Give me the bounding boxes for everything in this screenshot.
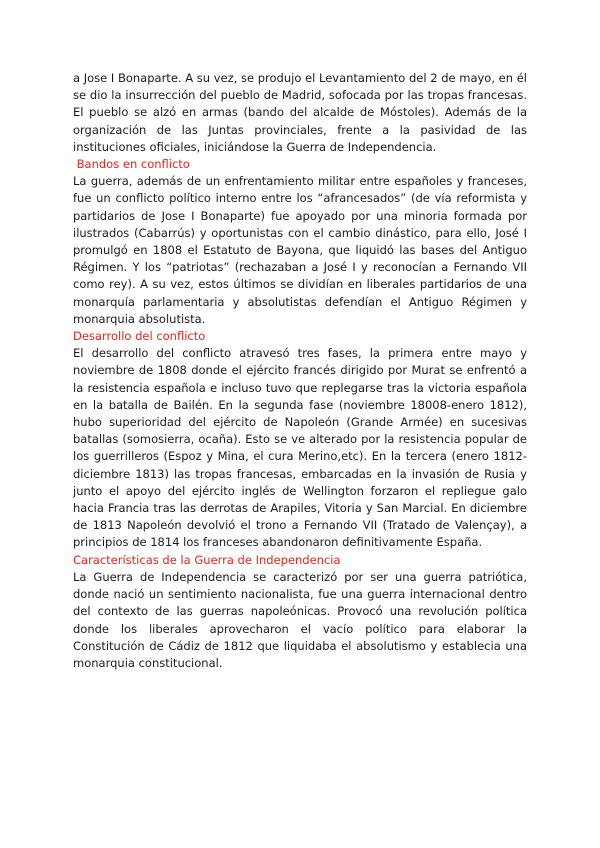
desarrollo-paragraph: El desarrollo del conflicto atravesó tres fases, la primera entre mayo y noviembre de 1808 donde el ejército francés dirigido por Murat se enfrentó a la resistencia española e incluso tuvo que replegarse tras la victoria española en la batalla de Bailén. En la segunda fase (noviembre 18008-enero 1812), hubo superioridad del ejército de Napoleón (Grande Armée) en sucesivas batallas (somosierra, ocaña). Esto se ve alterado por la resistencia popular de los guerrilleros (Espoz y Mina, el cura Merino,etc). En la tercera (enero 1812-diciembre 1813) las tropas francesas, embarcadas en la invasión de Rusia y junto el apoyo del ejército inglés de Wellington forzaron el repliegue galo hacia Francia tras las derrotas de Arapiles, Vitoria y San Marcial. En diciembre de 1813 Napoleón devolvió el trono a Fernando VII (Tratado de Valençay), a principios de 1814 los franceses abandonaron definitivamente España. — [73, 346, 527, 550]
heading-desarrollo: Desarrollo del conflicto — [73, 329, 206, 344]
intro-paragraph: a Jose I Bonaparte. A su vez, se produjo el Levantamiento del 2 de mayo, en él se dio la insurrección del pueblo de Madrid, sofocada por las tropas francesas. El pueblo se alzó en armas (bando del alcalde de Móstoles). Además de la organización de las Juntas provinciales, frente a la pasividad de las instituciones oficiales, iniciándose la Guerra de Independencia. — [73, 71, 527, 154]
heading-caracteristicas: Características de la Guerra de Independencia — [73, 552, 341, 567]
bandos-paragraph: La guerra, además de un enfrentamiento militar entre españoles y franceses, fue un conflicto político interno entre los “afrancesados” (de vía reformista y partidarios de Jose I Bonaparte) fue apoyado por una minoria formada por ilustrados (Cabarrús) y oportunistas con el cambio dinástico, para ello, José I promulgó en 1808 el Estatuto de Bayona, que liquidó las bases del Antiguo Régimen. Y los “patriotas” (rechazaban a José I y reconocían a Fernando VII como rey). A su vez, estos últimos se dividían en liberales partidarios de una monarquía parlamentaria y absolutistas defendían el Antiguo Régimen y monarquia absolutista. — [73, 174, 527, 326]
heading-bandos: Bandos en conflicto — [73, 157, 190, 172]
caracteristicas-paragraph: La Guerra de Independencia se caracterizó por ser una guerra patriótica, donde nació un sentimiento nacionalista, fue una guerra internacional dentro del contexto de las guerras napoleónicas. Provocó una revolución política donde los liberales aprovecharon el vacío político para elaborar la Constitución de Cádiz de 1812 que liquidaba el absolutismo y establecia una monarquia constitucional. — [73, 569, 527, 670]
